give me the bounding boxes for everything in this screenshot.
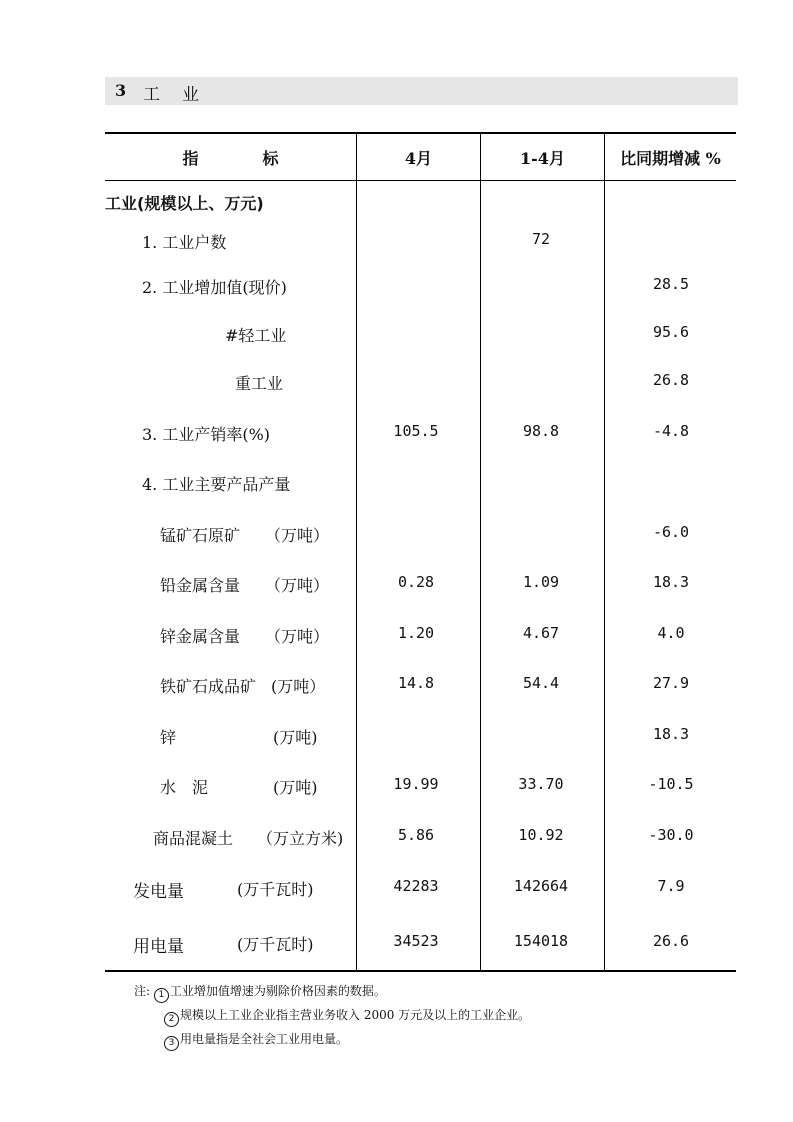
table-row: [105, 275, 736, 295]
row-label: 发电量: [133, 882, 184, 902]
row-label: 3. 工业产销率(%): [142, 425, 271, 444]
row-label: 锰矿石原矿: [160, 526, 241, 545]
value-yoy: 26.8: [652, 371, 690, 389]
value-jan-apr: 72: [531, 230, 551, 248]
row-unit: （万吨）: [265, 576, 330, 595]
table-row: [105, 674, 736, 694]
table-row: [105, 422, 736, 442]
row-unit: (万千瓦时): [237, 935, 314, 954]
value-jan-apr: 1.09: [522, 573, 560, 591]
note-prefix: 注:: [134, 984, 151, 998]
value-jan-apr: 33.70: [518, 775, 564, 793]
section-number: 3: [115, 81, 127, 100]
value-yoy: 18.3: [652, 725, 690, 743]
row-label: 重工业: [235, 374, 284, 393]
value-yoy: 27.9: [652, 674, 690, 692]
table-bottom-rule: [105, 970, 736, 972]
row-label: 商品混凝土: [153, 829, 234, 848]
row-label: 锌金属含量: [160, 627, 241, 646]
value-jan-apr: 54.4: [522, 674, 560, 692]
row-label: 水 泥: [160, 778, 209, 797]
table-header-rule: [105, 180, 736, 181]
value-april: 34523: [393, 932, 439, 950]
group-title-row: [105, 191, 736, 211]
table-row: [105, 573, 736, 593]
value-yoy: 18.3: [652, 573, 690, 591]
value-yoy: -30.0: [648, 826, 694, 844]
value-april: 0.28: [397, 573, 435, 591]
header-indicator: 指 标: [182, 148, 279, 168]
row-unit: (万吨）: [271, 677, 326, 696]
value-april: 14.8: [397, 674, 435, 692]
value-yoy: 7.9: [657, 877, 685, 895]
value-yoy: 28.5: [652, 275, 690, 293]
value-april: 5.86: [397, 826, 435, 844]
section-header: [105, 77, 738, 105]
row-label: 用电量: [133, 937, 184, 957]
value-jan-apr: 98.8: [522, 422, 560, 440]
group-title: 工业(规模以上、万元): [105, 194, 264, 213]
row-unit: （万吨）: [265, 627, 330, 646]
table-row: [105, 523, 736, 543]
row-label: 铁矿石成品矿: [160, 677, 257, 696]
value-yoy: -6.0: [652, 523, 690, 541]
value-jan-apr: 4.67: [522, 624, 560, 642]
circled-number-3: 3: [164, 1036, 179, 1051]
row-unit: (万吨): [273, 728, 318, 747]
value-april: 42283: [393, 877, 439, 895]
note-line-1: [134, 982, 386, 1003]
value-yoy: 4.0: [657, 624, 685, 642]
circled-number-1: 1: [154, 988, 169, 1003]
value-yoy: -10.5: [648, 775, 694, 793]
note-line-2: [164, 1006, 530, 1027]
table-row: [105, 775, 736, 795]
table-row: [105, 932, 736, 957]
table-row: [105, 725, 736, 745]
value-jan-apr: 142664: [513, 877, 569, 895]
row-unit: (万吨): [273, 778, 318, 797]
value-jan-apr: 154018: [513, 932, 569, 950]
value-yoy: -4.8: [652, 422, 690, 440]
value-april: 1.20: [397, 624, 435, 642]
header-april: 4月: [404, 148, 433, 168]
note-line-3: [164, 1030, 348, 1051]
section-title: 工业: [143, 85, 221, 105]
row-label: 4. 工业主要产品产量: [142, 475, 291, 494]
row-label: 铅金属含量: [160, 576, 241, 595]
note-text: 工业增加值增速为剔除价格因素的数据。: [169, 984, 386, 998]
row-label: #轻工业: [225, 326, 287, 345]
row-unit: （万立方米): [257, 829, 344, 848]
note-text: 规模以上工业企业指主营业务收入 2000 万元及以上的工业企业。: [180, 1008, 531, 1022]
header-yoy: 比同期增减 %: [620, 148, 721, 168]
note-text: 用电量指是全社会工业用电量。: [180, 1032, 349, 1046]
table-row: [105, 472, 736, 492]
value-april: 105.5: [393, 422, 439, 440]
row-unit: (万千瓦时): [237, 880, 314, 899]
row-label: 1. 工业户数: [142, 233, 227, 252]
table-row: [105, 826, 736, 846]
value-yoy: 26.6: [652, 932, 690, 950]
table-row: [105, 371, 736, 391]
table-row: [105, 624, 736, 644]
value-jan-apr: 10.92: [518, 826, 564, 844]
table-row: [105, 323, 736, 343]
table-row: [105, 877, 736, 902]
value-yoy: 95.6: [652, 323, 690, 341]
row-unit: （万吨）: [265, 526, 330, 545]
circled-number-2: 2: [164, 1012, 179, 1027]
row-label: 锌: [160, 728, 177, 747]
row-label: 2. 工业增加值(现价): [142, 278, 287, 297]
value-april: 19.99: [393, 775, 439, 793]
header-jan-apr: 1-4月: [520, 148, 565, 168]
table-row: [105, 230, 736, 250]
